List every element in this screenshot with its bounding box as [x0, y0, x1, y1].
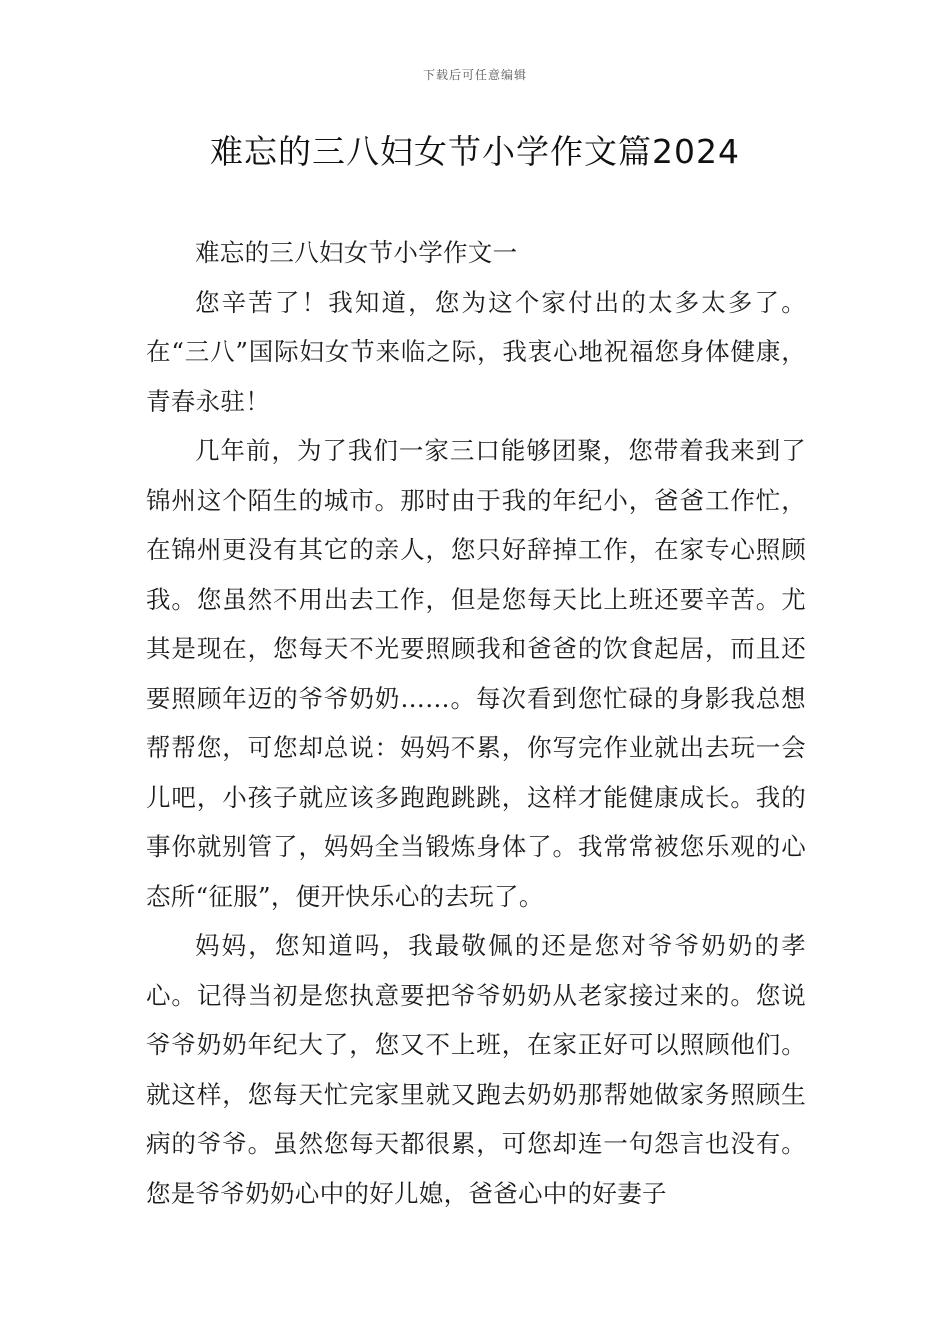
- essay-subtitle: 难忘的三八妇女节小学作文一: [195, 238, 518, 267]
- paragraph: 您辛苦了！我知道，您为这个家付出的太多太多了。在“三八”国际妇女节来临之际，我衷心地祝福您身体健康，青春永驻！: [146, 287, 806, 416]
- document-body: [146, 228, 806, 1218]
- paragraph: 几年前，为了我们一家三口能够团聚，您带着我来到了锦州这个陌生的城市。那时由于我的年纪小，爸爸工作忙，在锦州更没有其它的亲人，您只好辞掉工作，在家专心照顾我。您虽然不用出去工作，但是您每天比上班还要辛苦。尤其是现在，您每天不光要照顾我和爸爸的饮食起居，而且还要照顾年迈的爷爷奶奶……。每次看到您忙碌的身影我总想帮帮您，可您却总说：妈妈不累，你写完作业就出去玩一会儿吧，小孩子就应该多跑跑跳跳，这样才能健康成长。我的事你就别管了，妈妈全当锻炼身体了。我常常被您乐观的心态所“征服”，便开快乐心的去玩了。: [146, 436, 806, 911]
- header-note: 下载后可任意编辑: [422, 68, 527, 82]
- document-title: 难忘的三八妇女节小学作文篇2024: [210, 132, 740, 171]
- paragraph: 妈妈，您知道吗，我最敬佩的还是您对爷爷奶奶的孝心。记得当初是您执意要把爷爷奶奶从老家接过来的。您说爷爷奶奶年纪大了，您又不上班，在家正好可以照顾他们。就这样，您每天忙完家里就又跑去奶奶那帮她做家务照顾生病的爷爷。虽然您每天都很累，可您却连一句怨言也没有。您是爷爷奶奶心中的好儿媳，爸爸心中的好妻子: [146, 931, 806, 1208]
